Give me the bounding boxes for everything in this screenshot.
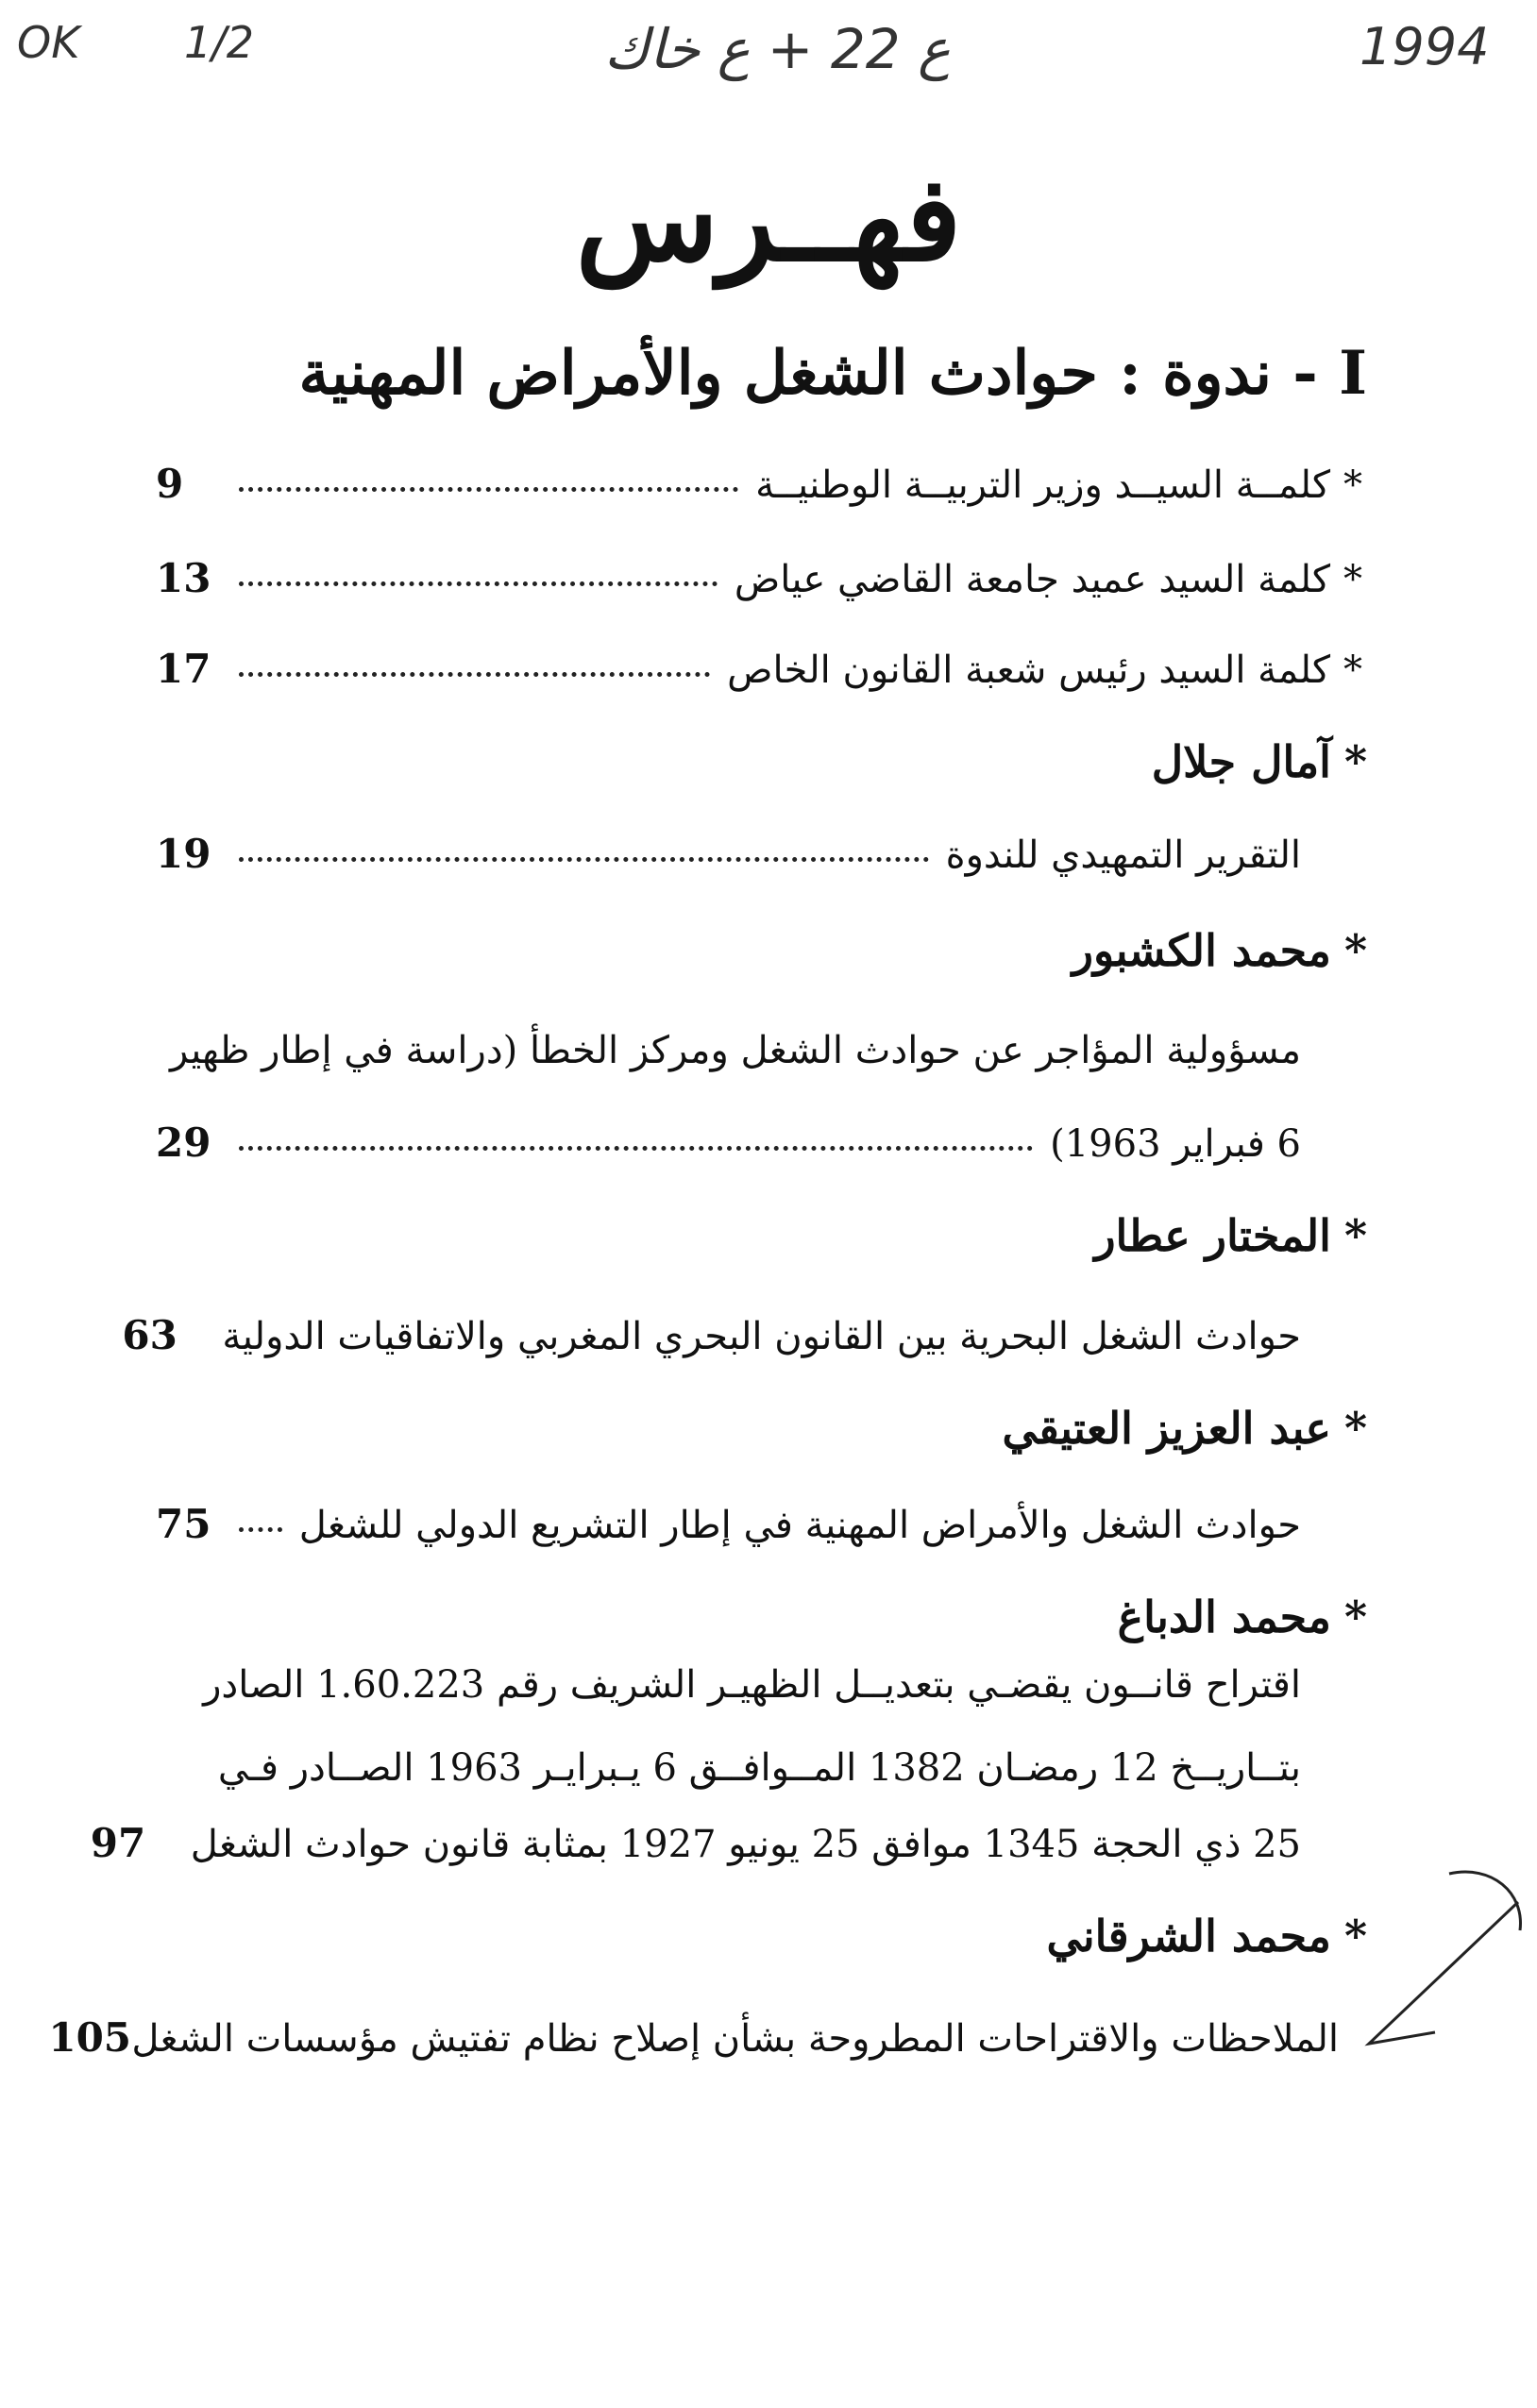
section-title: I - ندوة : حوادث الشغل والأمراض المهنية: [298, 338, 1367, 409]
toc-entry: [48, 2014, 1339, 2061]
toc-entry: [156, 1501, 1301, 1547]
entry-text: 25 ذي الحجة 1345 موافق 25 يونيو 1927 بمثابة قانون حوادث الشغل: [190, 1823, 1301, 1866]
entry-text: الملاحظات والاقتراحات المطروحة بشأن إصلاح نظام تفتيش مؤسسات الشغل: [131, 2017, 1339, 2061]
bullet-star: *: [1343, 558, 1362, 601]
author-name: *محمد الشرقاني: [1046, 1911, 1367, 1962]
toc-entry: [156, 555, 1362, 601]
handwritten-fraction: 1/2: [184, 17, 255, 68]
toc-entry: [156, 1120, 1301, 1166]
entry-text-line: اقتراح قانــون يقضـي بتعديــل الظهيـر الشريف رقم 1.60.223 الصادر: [203, 1663, 1301, 1707]
entry-text: 6 فبراير 1963): [1050, 1122, 1301, 1166]
entry-text-line: بتــاريــخ 12 رمضـان 1382 المــوافــق 6 يـبرايـر 1963 الصــادر فـي: [217, 1746, 1301, 1790]
signature-mark: [1360, 1864, 1537, 2072]
entry-text: *كلمــة السيــد وزير التربيــة الوطنيــة: [755, 463, 1362, 507]
entry-text: *كلمة السيد رئيس شعبة القانون الخاص: [727, 648, 1362, 692]
author-name: *آمال جلال: [1151, 736, 1367, 787]
page-number: 75: [156, 1501, 211, 1547]
page-number: 29: [156, 1120, 211, 1166]
author-name: *محمد الكشبور: [1072, 925, 1367, 976]
toc-entry: [156, 461, 1362, 507]
toc-entry: [90, 1820, 1301, 1866]
entry-text-line: مسؤولية المؤاجر عن حوادث الشغل ومركز الخطأ (دراسة في إطار ظهير: [170, 1029, 1301, 1072]
author-name: *عبد العزيز العتيقي: [1002, 1403, 1367, 1454]
page-number: 105: [48, 2014, 132, 2061]
page-number: 9: [156, 461, 184, 507]
page-number: 17: [156, 646, 211, 692]
bullet-star: *: [1343, 463, 1362, 507]
toc-entry: [156, 831, 1301, 877]
toc-entry: [122, 1312, 1301, 1358]
entry-text: حوادث الشغل البحرية بين القانون البحري المغربي والاتفاقيات الدولية: [222, 1315, 1301, 1358]
author-name: *محمد الدباغ: [1117, 1591, 1367, 1642]
entry-text: *كلمة السيد عميد جامعة القاضي عياض: [734, 558, 1362, 601]
entry-text: التقرير التمهيدي للندوة: [945, 834, 1301, 877]
handwritten-arabic-note: ع 22 + ع خاك: [604, 17, 951, 81]
leader-dots: [239, 581, 718, 586]
leader-dots: [239, 1527, 282, 1532]
page-number: 19: [156, 831, 211, 877]
leader-dots: [239, 672, 710, 677]
toc-entry: [156, 646, 1362, 692]
page-title: فهــرس: [575, 151, 962, 288]
leader-dots: [239, 857, 929, 862]
page-number: 13: [156, 555, 211, 601]
page-number: 97: [90, 1820, 146, 1866]
author-name: *المختار عطار: [1094, 1210, 1367, 1261]
page-number: 63: [122, 1312, 177, 1358]
handwritten-year: 1994: [1360, 17, 1490, 76]
leader-dots: [239, 1146, 1033, 1151]
bullet-star: *: [1343, 648, 1362, 692]
entry-text: حوادث الشغل والأمراض المهنية في إطار التشريع الدولي للشغل: [298, 1504, 1301, 1547]
leader-dots: [239, 487, 738, 492]
handwritten-ok: OK: [17, 17, 80, 68]
